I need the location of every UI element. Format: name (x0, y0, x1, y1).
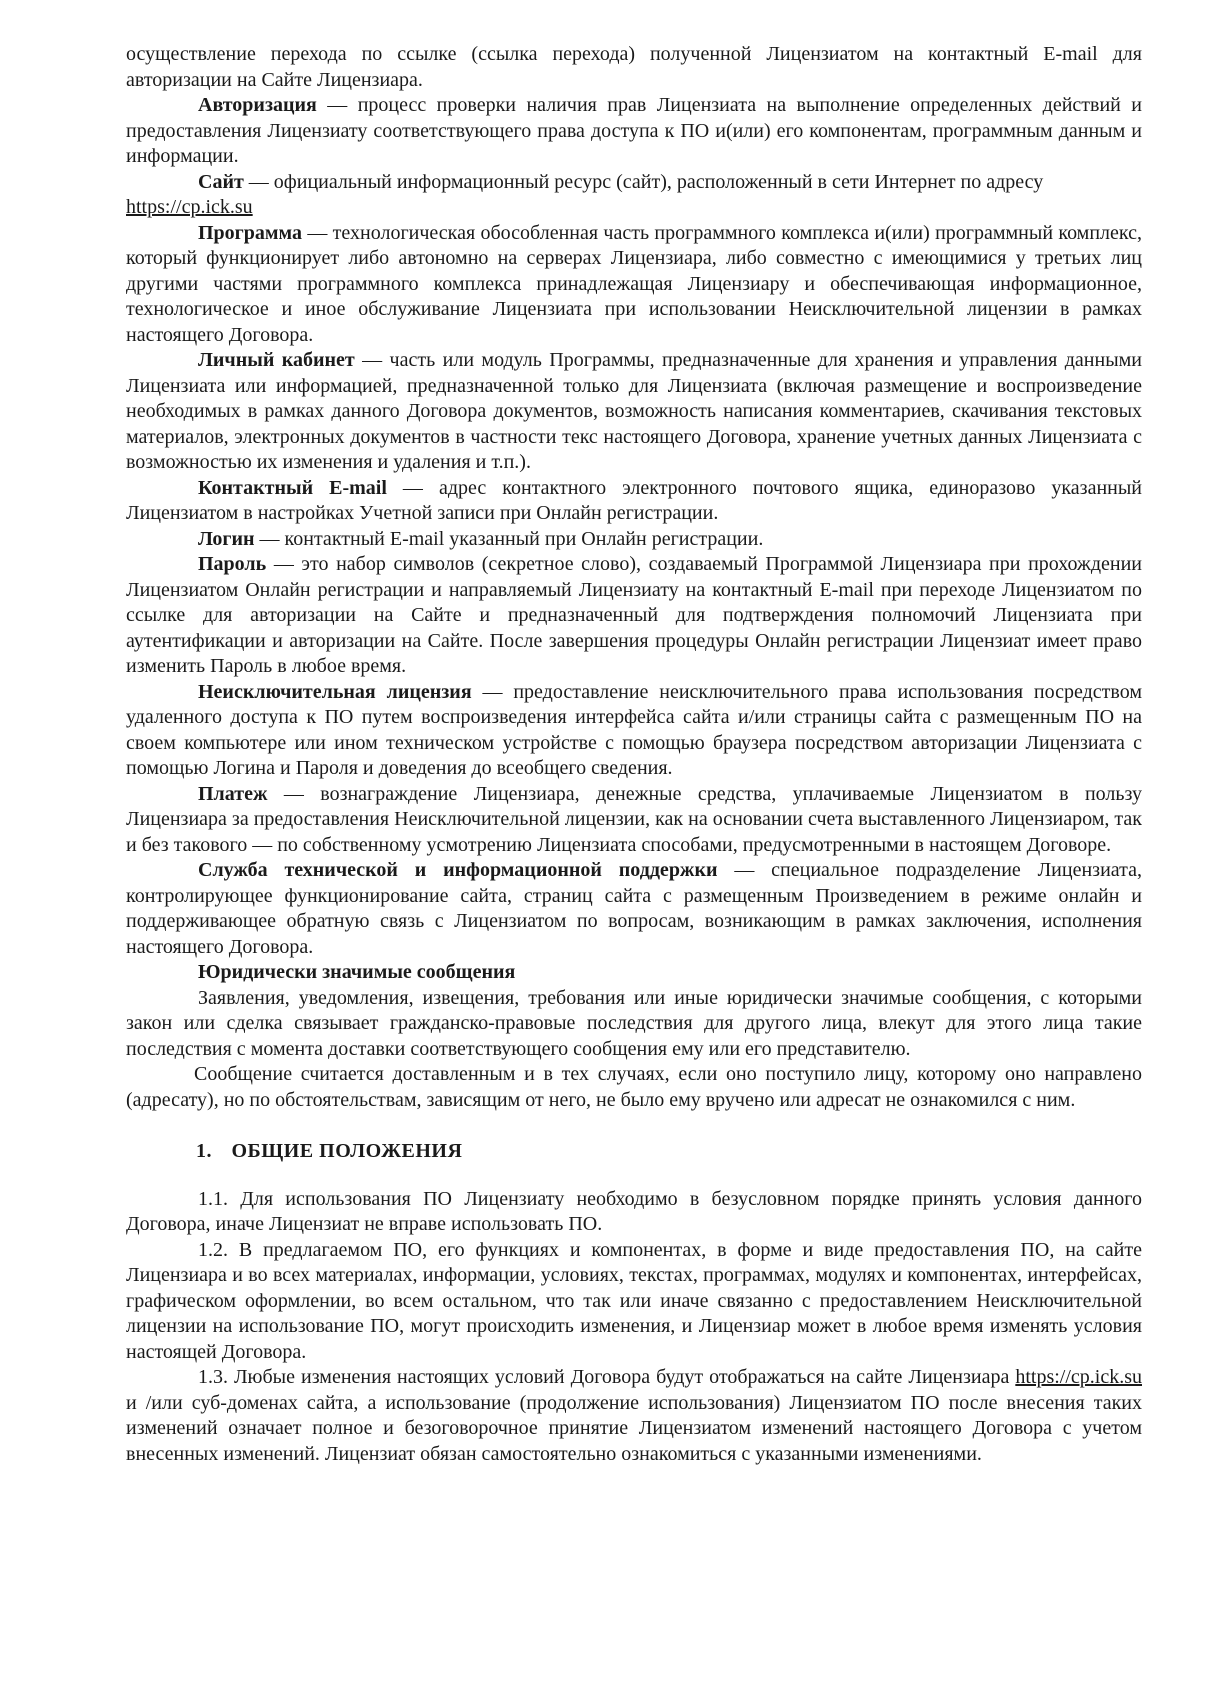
document-page (126, 42, 1142, 1467)
definition-site (126, 170, 1142, 221)
definition-legal-messages-heading (126, 960, 1142, 986)
definition-contact-email (126, 476, 1142, 527)
term-support-service: Служба технической и информационной поддержки (198, 859, 718, 881)
definition-support-service-text: — специальное подразделение Лицензиата, контролирующее функционирование сайта, страниц сайта с размещенным Произведением в режиме онлайн и поддерживающее обратную связь с Лицензиатом по вопросам, возникающим в рамках заключения, исполнения настоящего Договора. (126, 859, 1142, 958)
term-non-exclusive-license: Неисключительная лицензия (198, 680, 472, 703)
definition-login-text: — контактный E-mail указанный при Онлайн регистрации. (254, 527, 764, 550)
legal-messages-paragraph-2: Сообщение считается доставленным и в тех случаях, если оно поступило лицу, которому оно направлено (адресату), но по обстоятельствам, зависящим от него, не было ему вручено или адресат не ознакомился с ним. (126, 1063, 1142, 1111)
definition-login (126, 527, 1142, 553)
clause-1-3-text-end: и /или суб-доменах сайта, а использование (продолжение использования) Лицензиатом ПО после внесения таких изменений означает полное и безоговорочное принятие Лицензиатом изменений настоящего Договора с учетом внесенных изменений. Лицензиат обязан самостоятельно ознакомиться с указанными изменениями. (126, 1391, 1142, 1465)
definition-authorization (126, 93, 1142, 170)
term-legal-messages: Юридически значимые сообщения (198, 961, 516, 983)
section-title: ОБЩИЕ ПОЛОЖЕНИЯ (231, 1140, 463, 1162)
legal-messages-paragraph-1: Заявления, уведомления, извещения, требования или иные юридически значимые сообщения, с которыми закон или сделка связывает гражданско-правовые последствия для другого лица, влекут для этого лица такие последствия с момента доставки соответствующего сообщения ему или его представителю. (126, 986, 1142, 1060)
definition-personal-cabinet (126, 348, 1142, 476)
definition-password (126, 552, 1142, 680)
clause-1-3 (126, 1365, 1142, 1467)
term-payment: Платеж (198, 782, 268, 805)
site-link[interactable]: https://cp.ick.su (126, 196, 253, 218)
definition-program-text: — технологическая обособленная часть программного комплекса и(или) программный комплекс, который функционирует либо автономно на серверах Лицензиара, либо совместно с имеющимися у третьих лиц другими частями программного комплекса принадлежащая Лицензиару и обеспечивающая информационное, технологическое и иное обслуживание Лицензиата при использовании Неисключительной лицензии в рамках настоящего Договора. (126, 221, 1142, 346)
definition-password-text: — это набор символов (секретное слово), создаваемый Программой Лицензиара при прохождении Лицензиатом Онлайн регистрации и направляемый Лицензиату на контактный E-mail при переходе Лицензиатом по ссылке для авторизации на Сайте и предназначенный для подтверждения полномочий Лицензиата при аутентификации и авторизации на Сайте. После завершения процедуры Онлайн регистрации Лицензиат имеет право изменить Пароль в любое время. (126, 553, 1142, 677)
section-number: 1. (196, 1140, 212, 1162)
definition-site-text: — официальный информационный ресурс (сайт), расположенный в сети Интернет по адресу (243, 170, 1044, 193)
definition-continuation: осуществление перехода по ссылке (ссылка перехода) полученной Лицензиатом на контактный E-mail для авторизации на Сайте Лицензиара. (126, 43, 1142, 91)
term-site: Сайт (198, 170, 244, 193)
term-contact-email: Контактный E-mail (198, 476, 387, 499)
definition-personal-cabinet-text: — часть или модуль Программы, предназначенные для хранения и управления данными Лицензиата или информацией, предназначенной только для Лицензиата (включая размещение и воспроизведение необходимых в рамках данного Договора документов, возможность написания комментариев, скачивания текстовых материалов, электронных документов в частности текс настоящего Договора, хранение учетных данных Лицензиата с возможностью их изменения и удаления и т.п.). (126, 349, 1142, 473)
term-program: Программа (198, 221, 302, 244)
section-heading (126, 1139, 1142, 1165)
clause-1-3-site-link[interactable]: https://cp.ick.su (1015, 1366, 1142, 1388)
term-login: Логин (198, 527, 255, 550)
clause-1-1: 1.1. Для использования ПО Лицензиату необходимо в безусловном порядке принять условия данного Договора, иначе Лицензиат не вправе использовать ПО. (126, 1187, 1142, 1235)
definition-payment (126, 782, 1142, 859)
clause-1-3-text-start: 1.3. Любые изменения настоящих условий Договора будут отображаться на сайте Лицензиара (198, 1366, 1016, 1388)
definition-contact-email-text: — адрес контактного электронного почтового ящика, единоразово указанный Лицензиатом в настройках Учетной записи при Онлайн регистрации. (126, 476, 1142, 524)
definition-non-exclusive-license (126, 680, 1142, 782)
definition-payment-text: — вознаграждение Лицензиара, денежные средства, уплачиваемые Лицензиатом в пользу Лицензиара за предоставления Неисключительной лицензии, как на основании счета выставленного Лицензиаром, так и без такового — по собственному усмотрению Лицензиата способами, предусмотренными в настоящем Договоре. (126, 782, 1142, 856)
term-password: Пароль (198, 553, 267, 575)
definition-program (126, 221, 1142, 349)
definition-non-exclusive-license-text: — предоставление неисключительного права использования посредством удаленного доступа к ПО путем воспроизведения интерфейса сайта и/или страницы сайта с размещенным ПО на своем компьютере или ином техническом устройстве с помощью браузера посредством авторизации Лицензиата с помощью Логина и Пароля и доведения до всеобщего сведения. (126, 680, 1143, 779)
definition-support-service (126, 858, 1142, 960)
clause-1-2: 1.2. В предлагаемом ПО, его функциях и компонентах, в форме и виде предоставления ПО, на сайте Лицензиара и во всех материалах, информации, условиях, текстах, программах, модулях и компонентах, интерфейсах, графическом оформлении, во всем остальном, что так или иначе связанно с предоставлением Неисключительной лицензии на использование ПО, могут происходить изменения, и Лицензиар может в любое время изменять условия настоящей Договора. (126, 1238, 1142, 1363)
definition-authorization-text: — процесс проверки наличия прав Лицензиата на выполнение определенных действий и предоставления Лицензиату соответствующего права доступа к ПО и(или) его компонентам, программным данным и информации. (126, 94, 1142, 167)
term-authorization: Авторизация (198, 94, 317, 116)
term-personal-cabinet: Личный кабинет (198, 349, 355, 371)
